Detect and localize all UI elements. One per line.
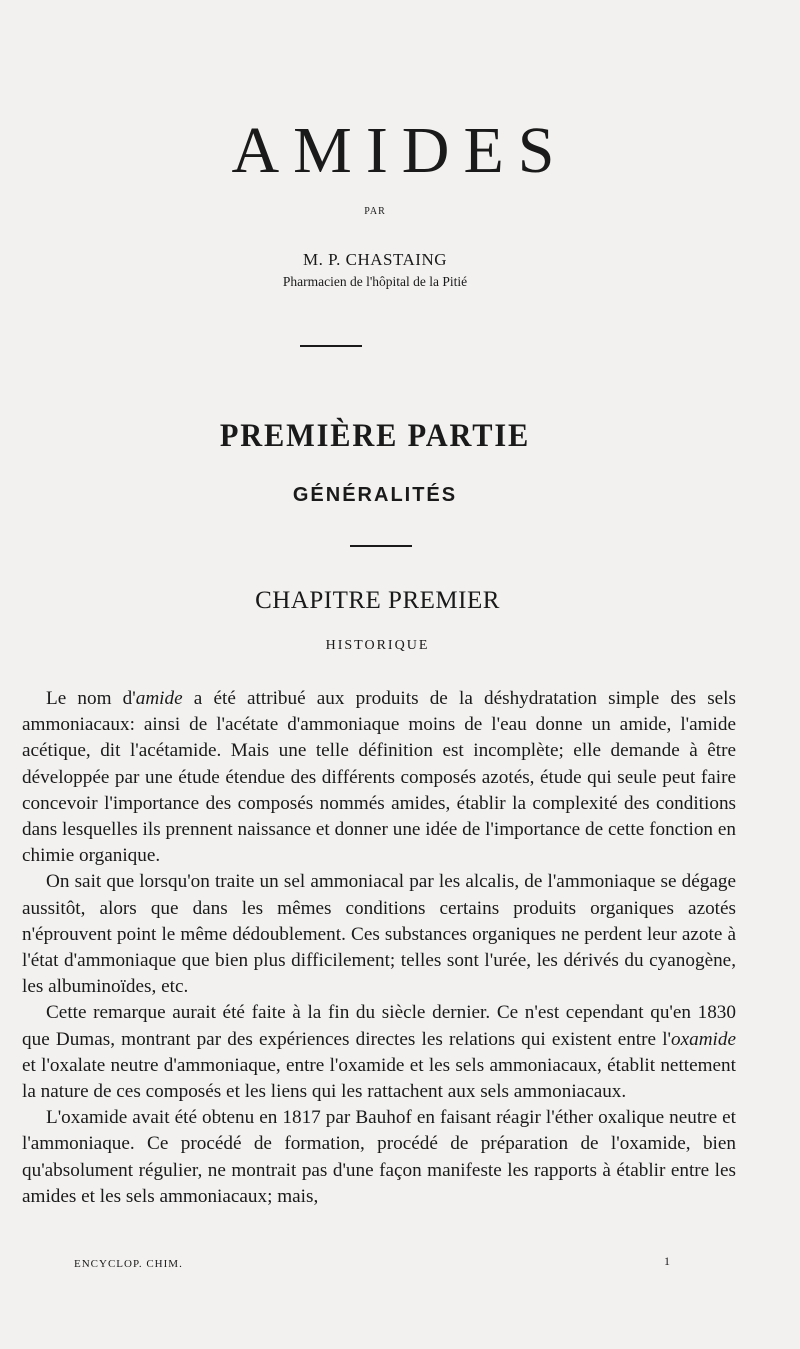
- part-subtitle: GÉNÉRALITÉS: [292, 484, 458, 506]
- emphasis: amide: [135, 688, 183, 709]
- divider-rule: [350, 545, 412, 547]
- chapter-title: CHAPITRE PREMIER: [255, 587, 500, 614]
- chapter-subtitle: HISTORIQUE: [325, 638, 430, 653]
- paragraph: L'oxamide avait été obtenu en 1817 par Bauhof en faisant réagir l'éther oxalique neutre et l'ammoniaque. Ce procédé de formation, procédé de préparation de l'oxamide, bien qu'absolument régulier, ne montrait pas d'une façon manifeste les rapports à établir entre les amides et les sels ammoniacaux; mais,: [22, 1107, 736, 1207]
- author-name: M. P. CHASTAING: [302, 250, 448, 269]
- body-text: [22, 686, 736, 1210]
- part-title: PREMIÈRE PARTIE: [219, 418, 531, 454]
- paragraph: On sait que lorsqu'on traite un sel ammoniacal par les alcalis, de l'ammoniaque se dégage aussitôt, alors que dans les mêmes conditions certains produits organiques azotés n'éprouvent point le même dédoublement. Ces substances organiques ne perdent leur azote à l'état d'ammoniaque que bien plus difficilement; telles sont l'urée, les dérivés du cyanogène, les albuminoïdes, etc.: [22, 871, 736, 998]
- by-line: PAR: [364, 206, 386, 217]
- footer-number: 1: [664, 1254, 670, 1268]
- paragraph: Le nom d'amide a été attribué aux produits de la déshydratation simple des sels ammoniacaux: ainsi de l'acétate d'ammoniaque moins de l'eau donne un amide, l'amide acétique, dit l'acétamide. Mais une telle définition est incomplète; elle demande à être développée par une étude étendue des différents composés azotés, étude qui seule peut faire concevoir l'importance des composés nommés amides, établir la complexité des conditions dans lesquelles ils prennent naissance et donner une idée de l'importance de cette fonction en chimie organique.: [22, 688, 736, 867]
- divider-rule: [300, 345, 362, 347]
- document-title: AMIDES: [231, 114, 569, 187]
- author-affiliation: Pharmacien de l'hôpital de la Pitié: [282, 274, 468, 289]
- paragraph: Cette remarque aurait été faite à la fin du siècle dernier. Ce n'est cependant qu'en 1830 que Dumas, montrant par des expériences directes les relations qui existent entre l'oxamide et l'oxalate neutre d'ammoniaque, entre l'oxamide et les sels ammoniacaux, établit nettement la nature de ces composés et les liens qui les rattachent aux sels ammoniacaux.: [22, 1002, 736, 1103]
- footer-signature: ENCYCLOP. CHIM.: [74, 1258, 183, 1270]
- emphasis: oxamide: [670, 1028, 736, 1050]
